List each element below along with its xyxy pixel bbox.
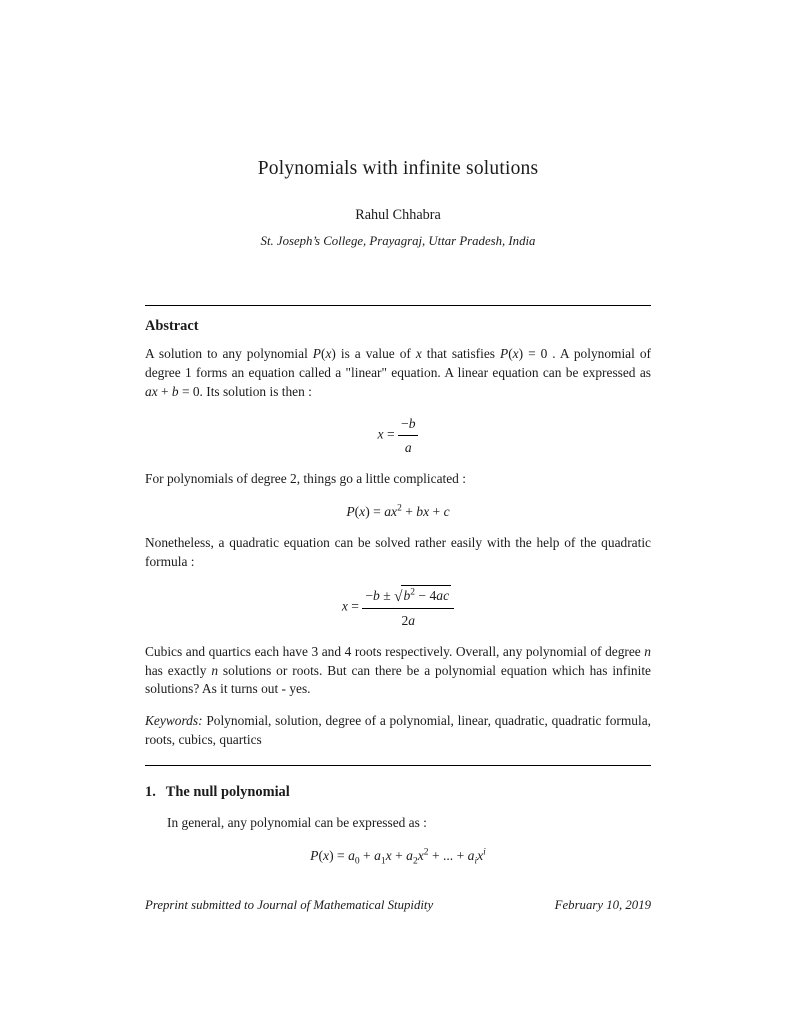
equation-quadratic-formula [145,585,651,630]
footer-date: February 10, 2019 [554,898,651,912]
square-root [394,585,451,606]
author-affiliation: St. Joseph’s College, Prayagraj, Uttar Pradesh, India [260,234,536,248]
radicand: $b^2 - 4ac$ [401,585,451,605]
abstract-paragraph-3: Nonetheless, a quadratic equation can be solved rather easily with the help of the quadratic formula : [145,535,651,569]
section-1-paragraph-1: In general, any polynomial can be expressed as : [167,814,427,830]
equation-general-polynomial: $P(x) = a_0 + a_1x + a_2x^2$ + ... + $a_ix^i$ [310,847,486,867]
abstract-paragraph-1: A solution to any polynomial P(x) is a value of x that satisfies P(x) = 0 . A polynomial of degree 1 forms an equation called a "linear" equation. A linear equation can be expressed as ax + b = 0. Its solution is then : [145,346,651,399]
abstract-paragraph-2: For polynomials of degree 2, things go a little complicated : [145,471,466,487]
equation-quadratic-polynomial: $P(x) = ax^2$ + bx + c [346,503,450,520]
abstract-top-rule [145,305,651,306]
fraction-denominator: a [398,435,418,457]
fraction-numerator: −b [401,416,416,432]
abstract-paragraph-4: Cubics and quartics each have 3 and 4 roots respectively. Overall, any polynomial of degree n has exactly n solutions or roots. But can there be a polynomial equation which has infinite solutions? As it turns out - yes. [145,643,651,697]
equation-lhs: x = [341,598,363,614]
page-footer [145,897,651,913]
equation-lhs: x = [377,427,399,443]
author-name: Rahul Chhabra [355,207,441,223]
abstract-bottom-rule [145,765,651,766]
equation-linear-solution [145,414,651,457]
footer-preprint-note: Preprint submitted to Journal of Mathematical Stupidity [145,898,434,912]
fraction-numerator [362,585,454,608]
radical-sign-icon: √ [394,587,403,605]
fraction-denominator: 2a [362,608,454,630]
paper-content [145,0,651,878]
numerator-prefix: −b ± [365,587,395,603]
keywords-line: Keywords: Polynomial, solution, degree of a polynomial, linear, quadratic, quadratic formula, roots, cubics, quartics [145,713,652,747]
abstract-heading: Abstract [145,318,199,334]
fraction [362,585,454,630]
section-1-heading [145,783,651,801]
paper-title: Polynomials with infinite solutions [257,158,539,179]
section-title: The null polynomial [165,783,290,800]
fraction [398,414,418,457]
section-number: 1. [145,783,156,800]
